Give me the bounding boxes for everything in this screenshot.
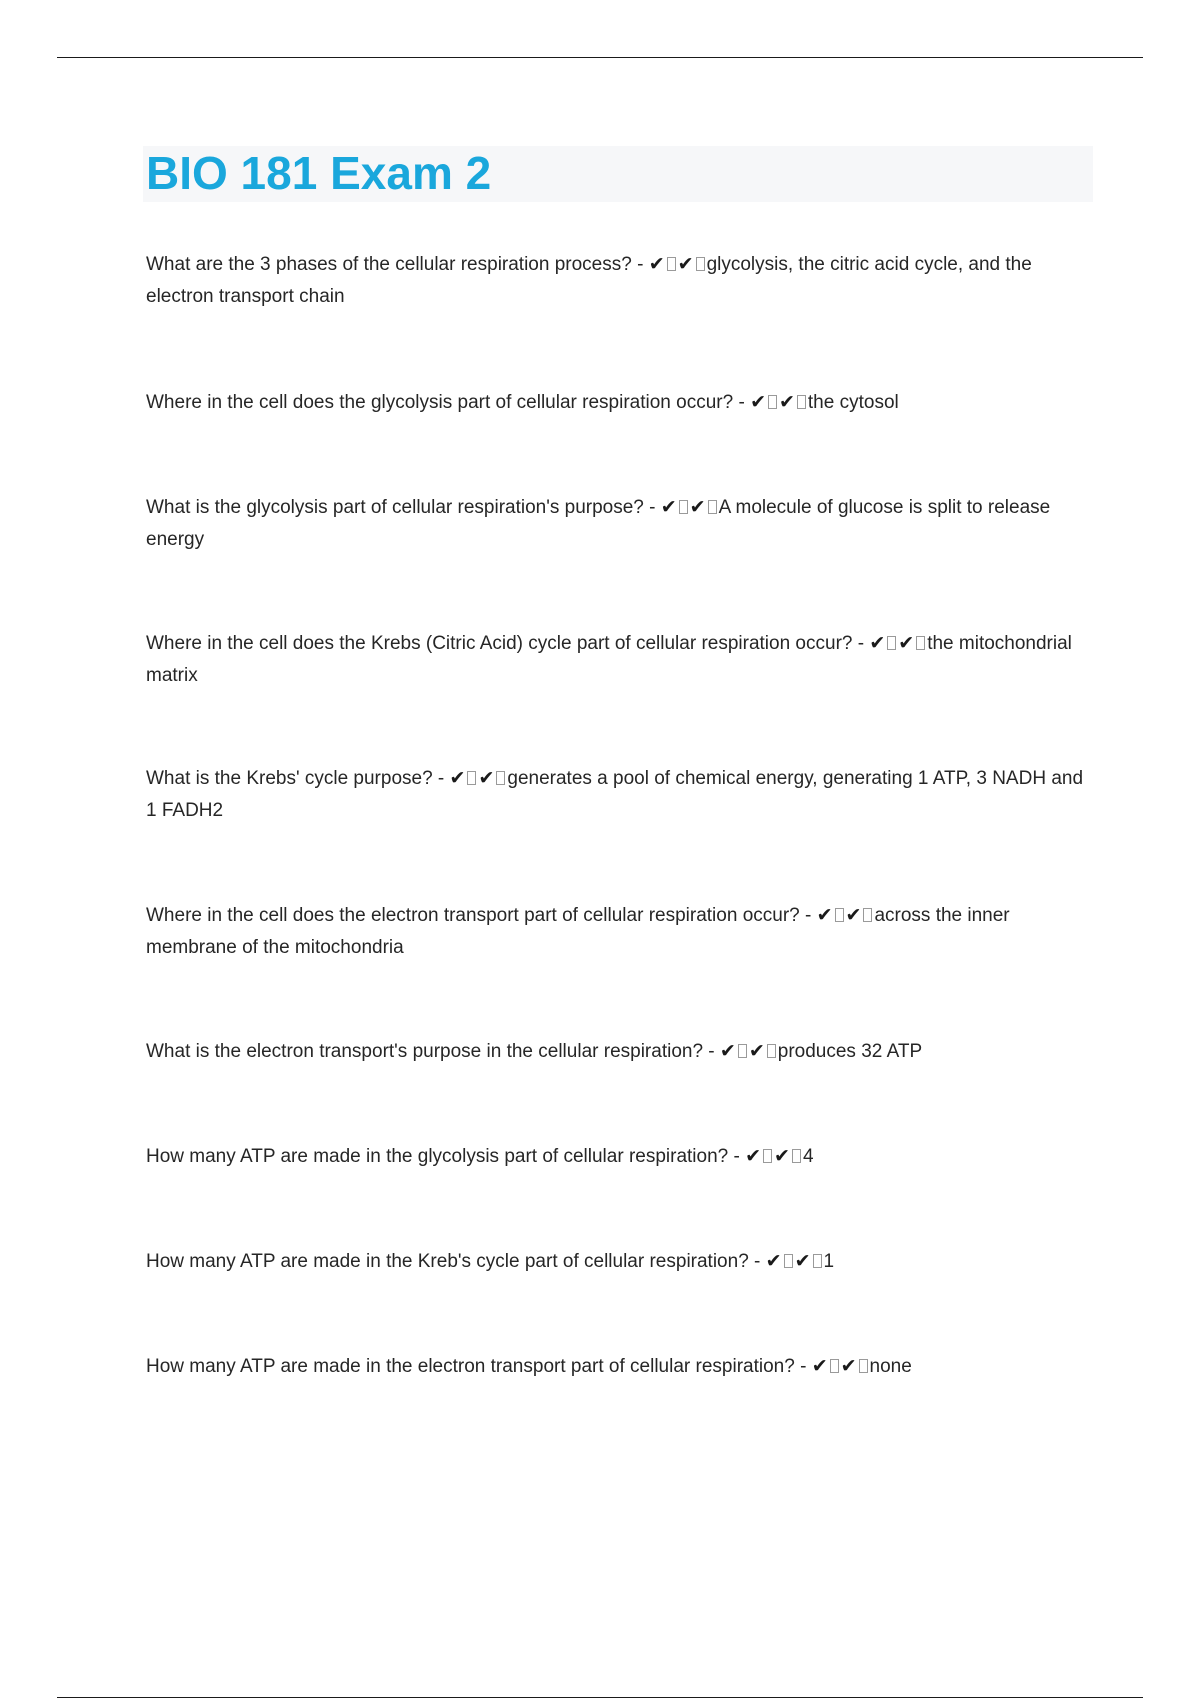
missing-glyph-box-icon: [797, 395, 806, 409]
qa-item-10: [146, 1350, 1086, 1383]
qa-item-6: [146, 899, 1086, 964]
checkmark-icon: ✔: [648, 253, 665, 275]
answer-text: the mitochondrial matrix: [146, 633, 1072, 686]
question-text: Where in the cell does the Krebs (Citric Acid) cycle part of cellular respiration occur?: [146, 633, 853, 654]
missing-glyph-box-icon: [667, 257, 676, 271]
separator: -: [733, 392, 751, 413]
missing-glyph-box-icon: [767, 1044, 776, 1058]
answer-text: none: [869, 1356, 912, 1377]
answer-text: the cytosol: [807, 392, 899, 413]
missing-glyph-box-icon: [784, 1254, 793, 1268]
missing-glyph-box-icon: [813, 1254, 822, 1268]
checkmark-icon: ✔: [811, 1355, 828, 1377]
checkmark-icon: ✔: [478, 767, 495, 789]
qa-item-2: [146, 386, 1086, 419]
question-text: What are the 3 phases of the cellular respiration process?: [146, 254, 632, 275]
checkmark-icon: ✔: [794, 1250, 811, 1272]
separator: -: [703, 1041, 720, 1062]
answer-text: across the inner membrane of the mitochondria: [146, 905, 1010, 958]
separator: -: [799, 905, 817, 926]
qa-item-5: [146, 762, 1086, 827]
separator: -: [794, 1356, 812, 1377]
checkmark-icon: ✔: [449, 767, 466, 789]
separator: -: [432, 768, 450, 789]
checkmark-icon: ✔: [745, 1145, 762, 1167]
qa-item-1: [146, 248, 1086, 313]
missing-glyph-box-icon: [768, 395, 777, 409]
separator: -: [643, 497, 661, 518]
checkmark-icon: ✔: [816, 904, 833, 926]
answer-text: glycolysis, the citric acid cycle, and the electron transport chain: [146, 254, 1032, 307]
checkmark-icon: ✔: [898, 632, 915, 654]
question-text: Where in the cell does the electron transport part of cellular respiration occur?: [146, 905, 800, 926]
missing-glyph-box-icon: [738, 1044, 747, 1058]
question-text: What is the Krebs' cycle purpose?: [146, 768, 433, 789]
answer-text: 1: [823, 1251, 835, 1272]
missing-glyph-box-icon: [859, 1359, 868, 1373]
answer-text: 4: [802, 1146, 814, 1167]
missing-glyph-box-icon: [792, 1149, 801, 1163]
qa-item-9: [146, 1245, 1086, 1278]
answer-text: produces 32 ATP: [777, 1041, 923, 1062]
checkmark-icon: ✔: [748, 1040, 765, 1062]
missing-glyph-box-icon: [679, 500, 688, 514]
missing-glyph-box-icon: [863, 908, 872, 922]
qa-item-8: [146, 1140, 1086, 1173]
question-text: How many ATP are made in the Kreb's cycle part of cellular respiration?: [146, 1251, 749, 1272]
checkmark-icon: ✔: [778, 391, 795, 413]
qa-item-4: [146, 627, 1086, 692]
separator: -: [631, 254, 649, 275]
missing-glyph-box-icon: [696, 257, 705, 271]
question-text: How many ATP are made in the glycolysis part of cellular respiration?: [146, 1146, 729, 1167]
checkmark-icon: ✔: [840, 1355, 857, 1377]
missing-glyph-box-icon: [467, 771, 476, 785]
checkmark-icon: ✔: [765, 1250, 782, 1272]
top-rule: [57, 57, 1143, 58]
separator: -: [748, 1251, 766, 1272]
missing-glyph-box-icon: [835, 908, 844, 922]
checkmark-icon: ✔: [660, 496, 677, 518]
qa-item-7: [146, 1035, 1086, 1068]
question-text: Where in the cell does the glycolysis part of cellular respiration occur?: [146, 392, 734, 413]
question-text: What is the glycolysis part of cellular respiration's purpose?: [146, 497, 644, 518]
checkmark-icon: ✔: [845, 904, 862, 926]
separator: -: [728, 1146, 746, 1167]
question-text: What is the electron transport's purpose in the cellular respiration?: [146, 1041, 704, 1062]
checkmark-icon: ✔: [869, 632, 886, 654]
answer-text: A molecule of glucose is split to release energy: [146, 497, 1051, 550]
answer-text: generates a pool of chemical energy, generating 1 ATP, 3 NADH and 1 FADH2: [146, 768, 1084, 821]
checkmark-icon: ✔: [750, 391, 766, 413]
bottom-rule: [57, 1697, 1143, 1698]
qa-item-3: [146, 491, 1086, 556]
document-title: BIO 181 Exam 2: [146, 147, 492, 199]
missing-glyph-box-icon: [916, 636, 925, 650]
checkmark-icon: ✔: [677, 253, 694, 275]
checkmark-icon: ✔: [719, 1040, 736, 1062]
question-text: How many ATP are made in the electron transport part of cellular respiration?: [146, 1356, 795, 1377]
missing-glyph-box-icon: [763, 1149, 772, 1163]
missing-glyph-box-icon: [887, 636, 896, 650]
checkmark-icon: ✔: [774, 1145, 790, 1167]
missing-glyph-box-icon: [708, 500, 717, 514]
missing-glyph-box-icon: [830, 1359, 839, 1373]
separator: -: [852, 633, 870, 654]
missing-glyph-box-icon: [496, 771, 505, 785]
checkmark-icon: ✔: [689, 496, 706, 518]
